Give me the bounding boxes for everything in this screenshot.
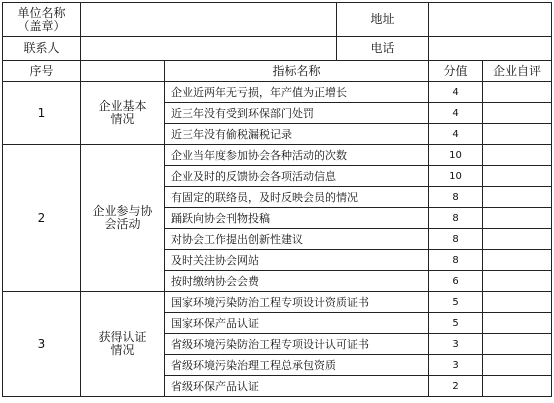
indicator-name: 省级环保产品认证	[165, 376, 429, 397]
indicator-name: 及时关注协会网站	[165, 250, 429, 271]
column-header-seq: 序号	[3, 61, 81, 82]
score-value: 4	[429, 103, 483, 124]
address-field[interactable]	[429, 3, 552, 37]
self-eval-cell[interactable]	[483, 82, 552, 103]
indicator-name: 国家环保产品认证	[165, 313, 429, 334]
self-eval-cell[interactable]	[483, 376, 552, 397]
unit-name-field[interactable]	[81, 3, 337, 37]
indicator-name: 国家环境污染防治工程专项设计资质证书	[165, 292, 429, 313]
indicator-name: 近三年没有受到环保部门处罚	[165, 103, 429, 124]
self-eval-cell[interactable]	[483, 313, 552, 334]
self-eval-cell[interactable]	[483, 271, 552, 292]
self-eval-cell[interactable]	[483, 334, 552, 355]
group-category: 获得认证 情况	[81, 292, 165, 397]
self-eval-cell[interactable]	[483, 145, 552, 166]
column-header-score: 分值	[429, 61, 483, 82]
self-eval-cell[interactable]	[483, 103, 552, 124]
header-row-unit	[3, 3, 552, 37]
evaluation-form-table	[2, 2, 552, 397]
table-row	[3, 292, 552, 313]
self-eval-cell[interactable]	[483, 250, 552, 271]
phone-label: 电话	[337, 37, 429, 61]
indicator-name: 企业及时的反馈协会各项活动信息	[165, 166, 429, 187]
score-value: 2	[429, 376, 483, 397]
score-value: 3	[429, 355, 483, 376]
score-value: 4	[429, 124, 483, 145]
indicator-name: 对协会工作提出创新性建议	[165, 229, 429, 250]
self-eval-cell[interactable]	[483, 208, 552, 229]
column-header-category	[81, 61, 165, 82]
indicator-name: 有固定的联络员，及时反映会员的情况	[165, 187, 429, 208]
self-eval-cell[interactable]	[483, 292, 552, 313]
group-category: 企业参与协 会活动	[81, 145, 165, 292]
self-eval-cell[interactable]	[483, 229, 552, 250]
score-value: 10	[429, 166, 483, 187]
self-eval-cell[interactable]	[483, 124, 552, 145]
score-value: 8	[429, 250, 483, 271]
indicator-name: 企业当年度参加协会各种活动的次数	[165, 145, 429, 166]
score-value: 8	[429, 208, 483, 229]
score-value: 6	[429, 271, 483, 292]
score-value: 10	[429, 145, 483, 166]
score-value: 4	[429, 82, 483, 103]
score-value: 8	[429, 187, 483, 208]
indicator-name: 企业近两年无亏损，年产值为正增长	[165, 82, 429, 103]
group-seq: 1	[3, 82, 81, 145]
phone-field[interactable]	[429, 37, 552, 61]
contact-label: 联系人	[3, 37, 81, 61]
indicator-name: 按时缴纳协会会费	[165, 271, 429, 292]
unit-name-label: 单位名称 （盖章）	[3, 3, 81, 37]
table-row	[3, 82, 552, 103]
indicator-name: 省级环境污染防治工程专项设计认可证书	[165, 334, 429, 355]
address-label: 地址	[337, 3, 429, 37]
group-category: 企业基本 情况	[81, 82, 165, 145]
self-eval-cell[interactable]	[483, 187, 552, 208]
score-value: 3	[429, 334, 483, 355]
column-header-row	[3, 61, 552, 82]
self-eval-cell[interactable]	[483, 355, 552, 376]
indicator-name: 踊跃向协会刊物投稿	[165, 208, 429, 229]
header-row-contact	[3, 37, 552, 61]
column-header-self-eval: 企业自评	[483, 61, 552, 82]
group-seq: 3	[3, 292, 81, 397]
table-row	[3, 145, 552, 166]
group-seq: 2	[3, 145, 81, 292]
score-value: 5	[429, 313, 483, 334]
contact-field[interactable]	[81, 37, 337, 61]
indicator-name: 近三年没有偷税漏税记录	[165, 124, 429, 145]
column-header-indicator: 指标名称	[165, 61, 429, 82]
score-value: 8	[429, 229, 483, 250]
self-eval-cell[interactable]	[483, 166, 552, 187]
indicator-name: 省级环境污染治理工程总承包资质	[165, 355, 429, 376]
score-value: 5	[429, 292, 483, 313]
